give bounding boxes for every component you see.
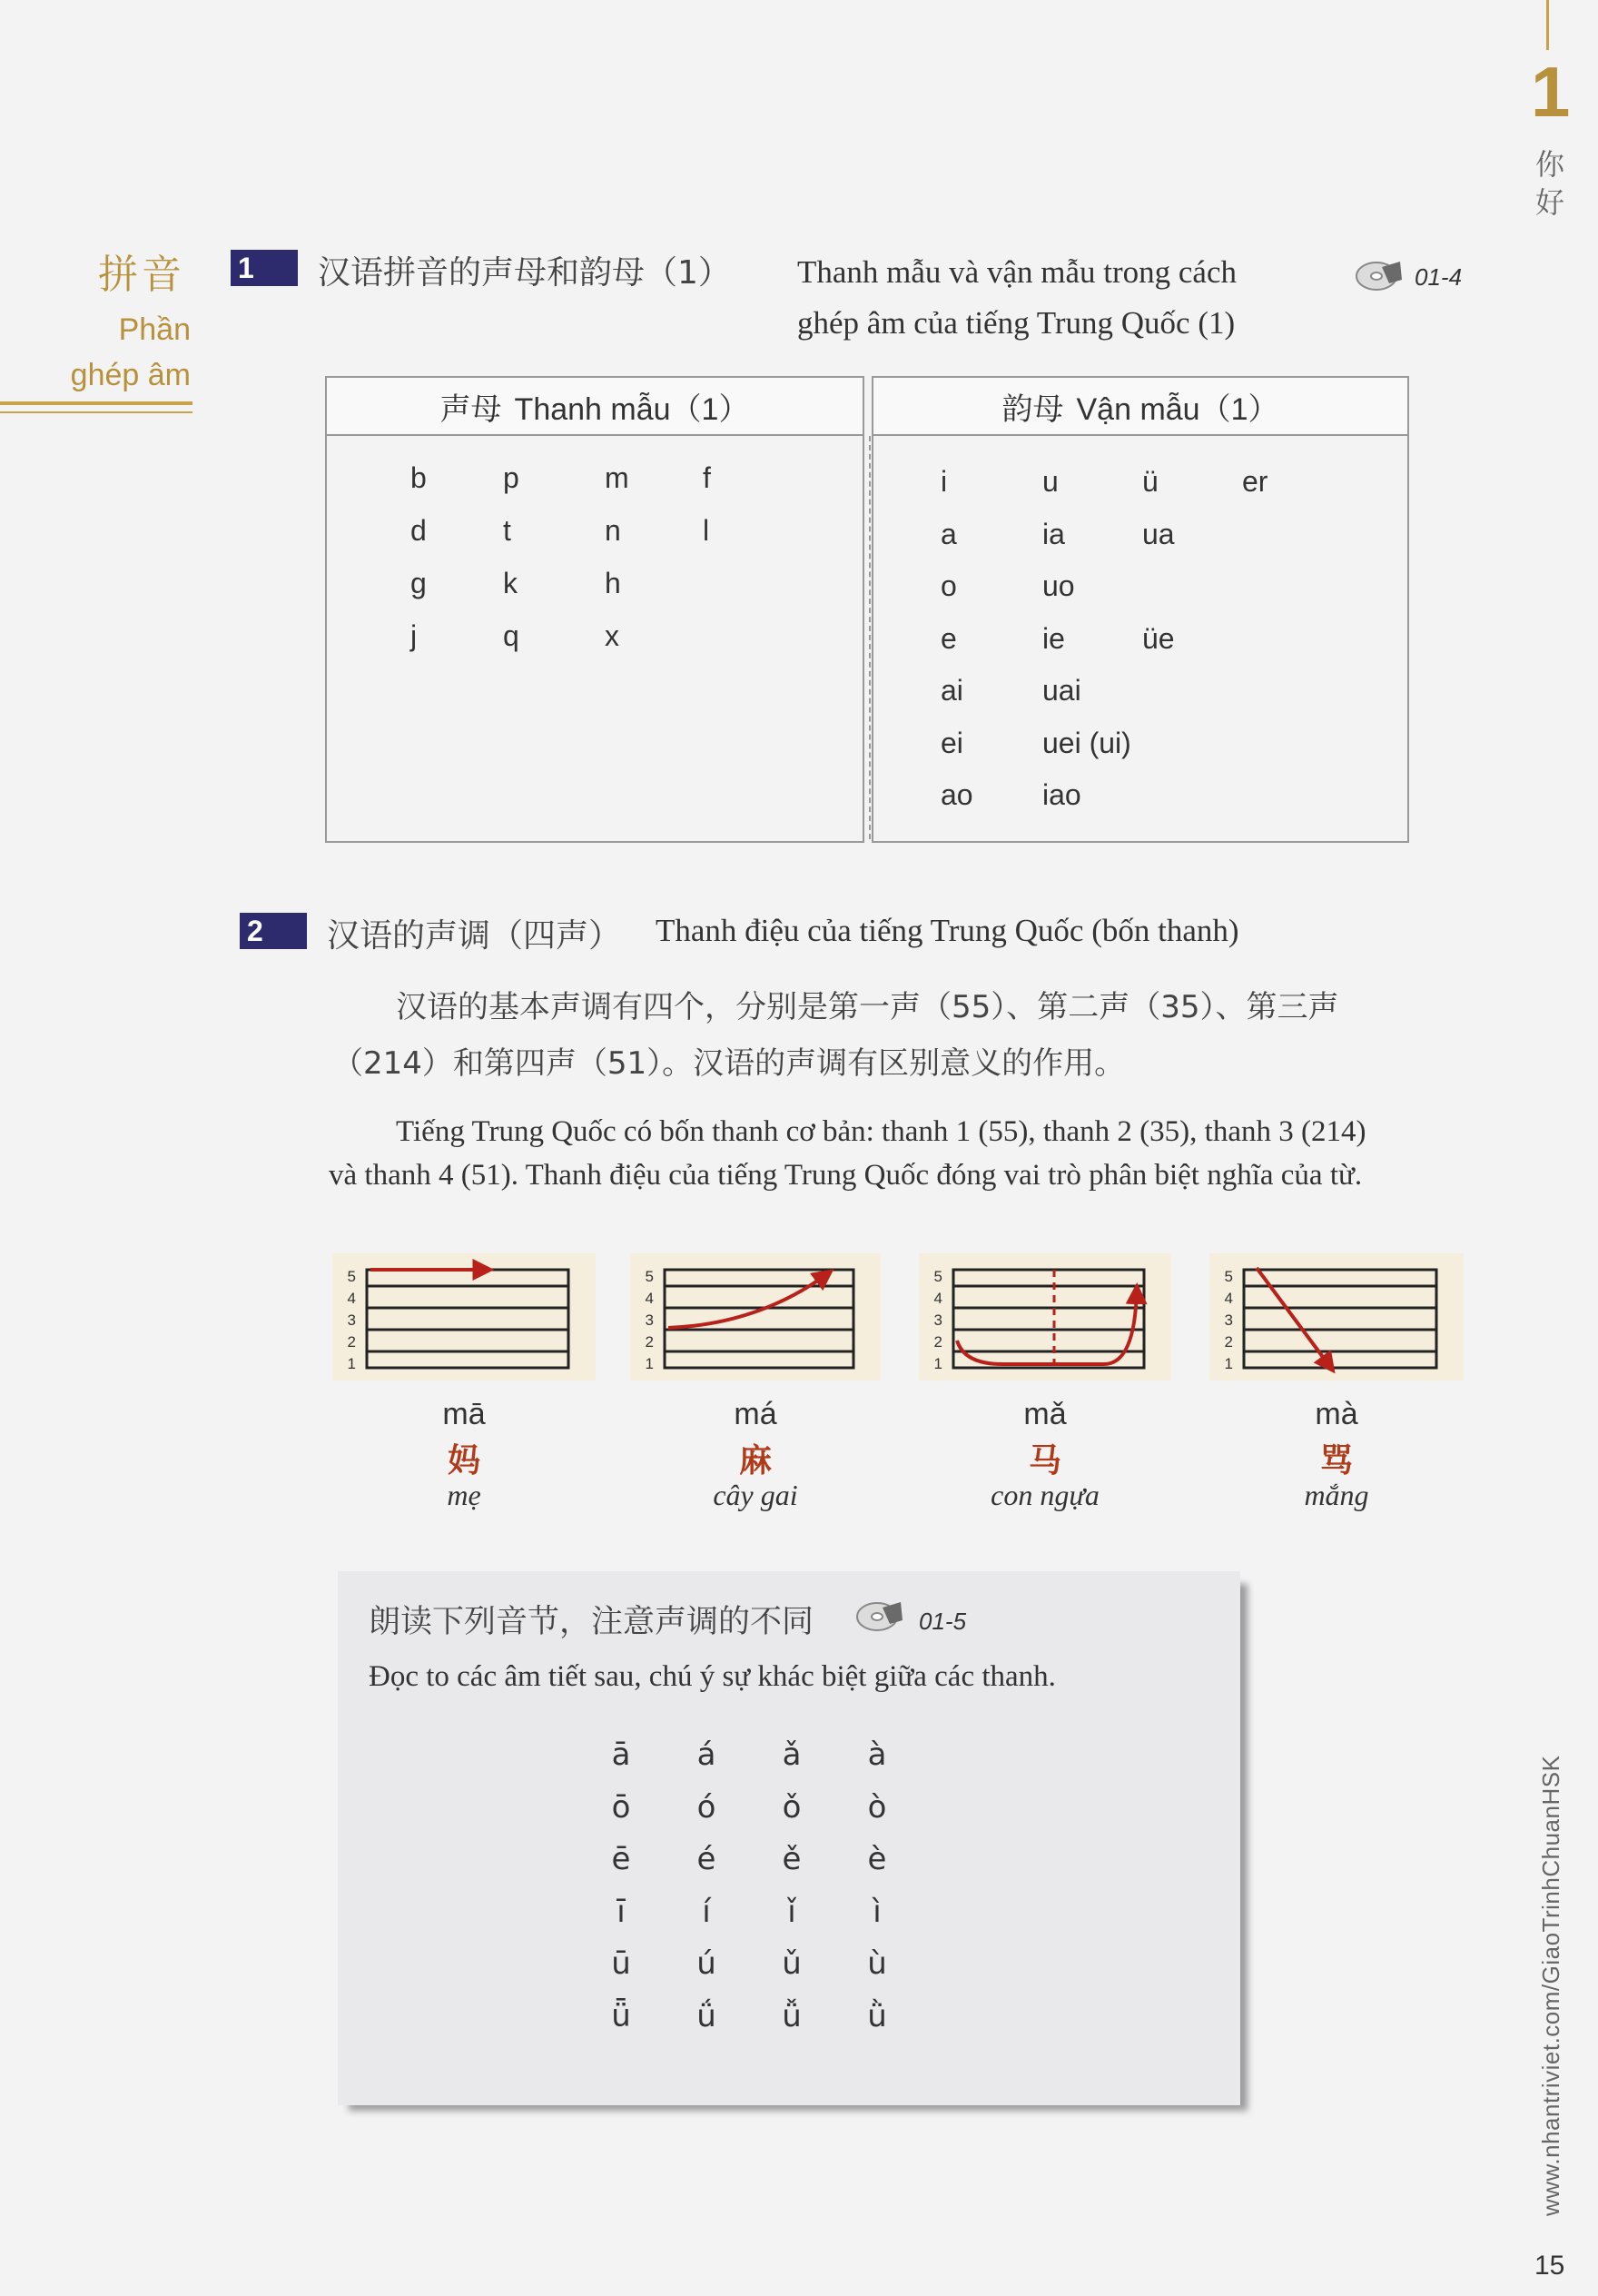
finals-cell: e	[941, 621, 957, 655]
tone-staff-frame	[367, 1270, 568, 1368]
section-label-cn: 拼音	[98, 252, 185, 298]
tone-diagram	[332, 1253, 596, 1381]
finals-header-vn: Vận mẫu（1）	[1076, 391, 1279, 427]
finals-cell: ie	[1042, 621, 1065, 655]
finals-cell: a	[941, 517, 957, 550]
vowel-item: í	[702, 1893, 711, 1930]
vowel-item: ǎ	[782, 1737, 802, 1773]
vowel-item: à	[867, 1737, 887, 1773]
tone-scale-label: 4	[933, 1290, 942, 1307]
vowel-item: ī	[617, 1893, 626, 1930]
section-label-vn-line1: Phần	[118, 312, 191, 347]
vowel-item: ǚ	[782, 1998, 802, 2034]
tone-staff-frame	[953, 1270, 1144, 1368]
finals-cell: u	[1042, 465, 1059, 498]
tone-syllable: mǎ	[1023, 1397, 1067, 1431]
tone-staff-frame	[665, 1270, 853, 1368]
initials-cell: n	[605, 514, 621, 547]
part1-number-badge: 1	[231, 250, 298, 286]
tone-scale-label: 2	[645, 1333, 654, 1351]
vowel-item: ì	[873, 1893, 882, 1930]
initials-table	[325, 376, 864, 843]
finals-cell: iao	[1042, 778, 1081, 811]
tone-scale-label: 1	[347, 1355, 356, 1372]
audio-cd-icon[interactable]	[855, 1597, 906, 1637]
tone-scale-label: 1	[933, 1355, 942, 1372]
tone-meaning: mẹ	[447, 1479, 481, 1511]
tone-scale-label: 5	[645, 1268, 654, 1285]
part2-title-vn: Thanh điệu của tiếng Trung Quốc (bốn thanh)	[656, 913, 1239, 948]
initials-cell: t	[503, 514, 511, 547]
tone-diagram	[630, 1253, 881, 1381]
vowel-item: á	[696, 1737, 716, 1773]
lesson-marker-line	[1546, 0, 1549, 50]
tone-scale-label: 1	[1224, 1355, 1233, 1372]
initials-cell: p	[503, 461, 519, 494]
lesson-number: 1	[1531, 52, 1571, 132]
practice-title-cn: 朗读下列音节，注意声调的不同	[369, 1604, 814, 1640]
finals-cell: uo	[1042, 569, 1075, 602]
audio-label: 01-4	[1415, 263, 1463, 291]
part2-paragraph-vn-line2: và thanh 4 (51). Thanh điệu của tiếng Trung Quốc đóng vai trò phân biệt nghĩa của từ.	[329, 1159, 1363, 1192]
initials-cell: m	[605, 461, 629, 494]
finals-header-cn: 韵母	[1001, 391, 1064, 428]
initials-header-cn: 声母	[439, 391, 502, 428]
part2-paragraph-cn-line2: （214）和第四声（51）。汉语的声调有区别意义的作用。	[332, 1045, 1126, 1082]
vowel-item: ā	[611, 1737, 631, 1773]
initials-header-vn: Thanh mẫu（1）	[514, 391, 750, 427]
tone-character: 麻	[738, 1442, 772, 1480]
finals-cell: uei (ui)	[1042, 726, 1131, 759]
tone-diagram	[919, 1253, 1171, 1381]
finals-table-header	[873, 378, 1407, 436]
section-rule	[0, 411, 192, 413]
table-divider	[869, 436, 871, 839]
lesson-title: 你好	[1534, 147, 1564, 220]
tone-scale-label: 3	[347, 1311, 356, 1329]
tone-scale-label: 4	[1224, 1290, 1233, 1307]
practice-instruction-vn: Đọc to các âm tiết sau, chú ý sự khác biệt giữa các thanh.	[369, 1660, 1056, 1693]
page-number: 15	[1534, 2251, 1565, 2281]
finals-cell: ei	[941, 726, 963, 759]
tone-syllable: mā	[442, 1397, 486, 1431]
section-label-vn	[54, 307, 191, 398]
initials-cell: b	[410, 461, 427, 494]
tone-meaning: mắng	[1304, 1479, 1369, 1511]
tone-chart	[630, 1253, 881, 1381]
tone-contour	[957, 1290, 1137, 1364]
part1-title-cn: 汉语拼音的声母和韵母（1）	[318, 254, 731, 292]
initials-cell: q	[503, 619, 519, 652]
audio-cd-icon[interactable]	[1355, 256, 1406, 296]
tone-character: 骂	[1319, 1442, 1353, 1480]
tone-meaning: cây gai	[713, 1479, 798, 1511]
vowel-item: ū	[611, 1945, 631, 1983]
finals-cell: i	[941, 465, 948, 498]
initials-cell: h	[605, 567, 621, 599]
tone-contour	[668, 1273, 828, 1328]
tone-scale-label: 3	[1224, 1311, 1233, 1329]
finals-cell: o	[941, 569, 957, 602]
finals-cell: ao	[941, 778, 973, 811]
finals-cell: ua	[1142, 517, 1175, 550]
vowel-item: é	[696, 1841, 716, 1878]
vowel-item: ǜ	[867, 1998, 887, 2034]
initials-cell: d	[410, 514, 427, 547]
initials-cell: f	[703, 461, 711, 494]
initials-table-header	[327, 378, 863, 436]
part1-title-vn-line1: Thanh mẫu và vận mẫu trong cách	[797, 254, 1237, 290]
finals-table	[872, 376, 1409, 843]
site-url: www.nhantriviet.com/GiaoTrinhChuanHSK	[1537, 1755, 1564, 2216]
tone-scale-label: 3	[645, 1311, 654, 1329]
tone-chart	[1209, 1253, 1464, 1381]
tone-chart	[919, 1253, 1171, 1381]
section-rule	[0, 401, 192, 405]
tone-character: 马	[1028, 1442, 1061, 1480]
finals-cell: er	[1242, 465, 1268, 498]
finals-cell: ü	[1142, 465, 1159, 498]
vowel-item: ú	[696, 1945, 716, 1983]
vowel-item: ó	[696, 1788, 716, 1826]
part2-paragraph-vn-line1: Tiếng Trung Quốc có bốn thanh cơ bản: thanh 1 (55), thanh 2 (35), thanh 3 (214)	[396, 1115, 1366, 1148]
vowel-item: ǐ	[787, 1893, 796, 1930]
part2-paragraph-cn-line1: 汉语的基本声调有四个，分别是第一声（55）、第二声（35）、第三声	[396, 989, 1339, 1025]
practice-box	[338, 1571, 1240, 2105]
tone-scale-label: 4	[347, 1290, 356, 1307]
tone-meaning: con ngựa	[991, 1479, 1100, 1511]
tone-scale-label: 4	[645, 1290, 654, 1307]
part2-title-cn: 汉语的声调（四声）	[327, 917, 622, 955]
vowel-item: ù	[867, 1945, 887, 1983]
tone-scale-label: 3	[933, 1311, 942, 1329]
tone-scale-label: 2	[933, 1333, 942, 1351]
finals-cell: uai	[1042, 674, 1081, 707]
vowel-item: ǔ	[782, 1945, 802, 1983]
tone-scale-label: 2	[347, 1333, 356, 1351]
tone-scale-label: 5	[347, 1268, 356, 1285]
tone-chart	[332, 1253, 596, 1381]
vowel-item: ǖ	[611, 1998, 631, 2034]
tone-staff-frame	[1244, 1270, 1436, 1368]
vowel-item: ō	[611, 1788, 631, 1826]
vowel-item: ǒ	[782, 1788, 802, 1826]
practice-audio-label: 01-5	[919, 1608, 967, 1635]
finals-cell: üe	[1142, 621, 1175, 655]
finals-cell: ia	[1042, 517, 1065, 550]
tone-syllable: mà	[1315, 1397, 1358, 1431]
vowel-item: è	[867, 1841, 887, 1878]
tone-scale-label: 2	[1224, 1333, 1233, 1351]
part1-title-vn-line2: ghép âm của tiếng Trung Quốc (1)	[797, 305, 1236, 341]
vowel-item: ò	[867, 1788, 887, 1826]
initials-cell: j	[410, 619, 418, 652]
tone-scale-label: 5	[1224, 1268, 1233, 1285]
initials-cell: k	[503, 567, 518, 599]
vowel-item: ǘ	[696, 1998, 716, 2034]
tone-character: 妈	[447, 1442, 480, 1480]
tone-scale-label: 1	[645, 1355, 654, 1372]
part2-number-badge: 2	[240, 913, 307, 949]
initials-cell: g	[410, 567, 427, 599]
tone-diagram	[1209, 1253, 1464, 1381]
finals-cell: ai	[941, 674, 963, 707]
initials-cell: x	[605, 619, 619, 652]
tone-syllable: má	[734, 1397, 777, 1431]
vowel-item: ě	[782, 1841, 802, 1878]
tone-scale-label: 5	[933, 1268, 942, 1285]
section-label-vn-line2: ghép âm	[70, 358, 191, 392]
initials-cell: l	[703, 514, 710, 547]
vowel-item: ē	[611, 1841, 631, 1878]
